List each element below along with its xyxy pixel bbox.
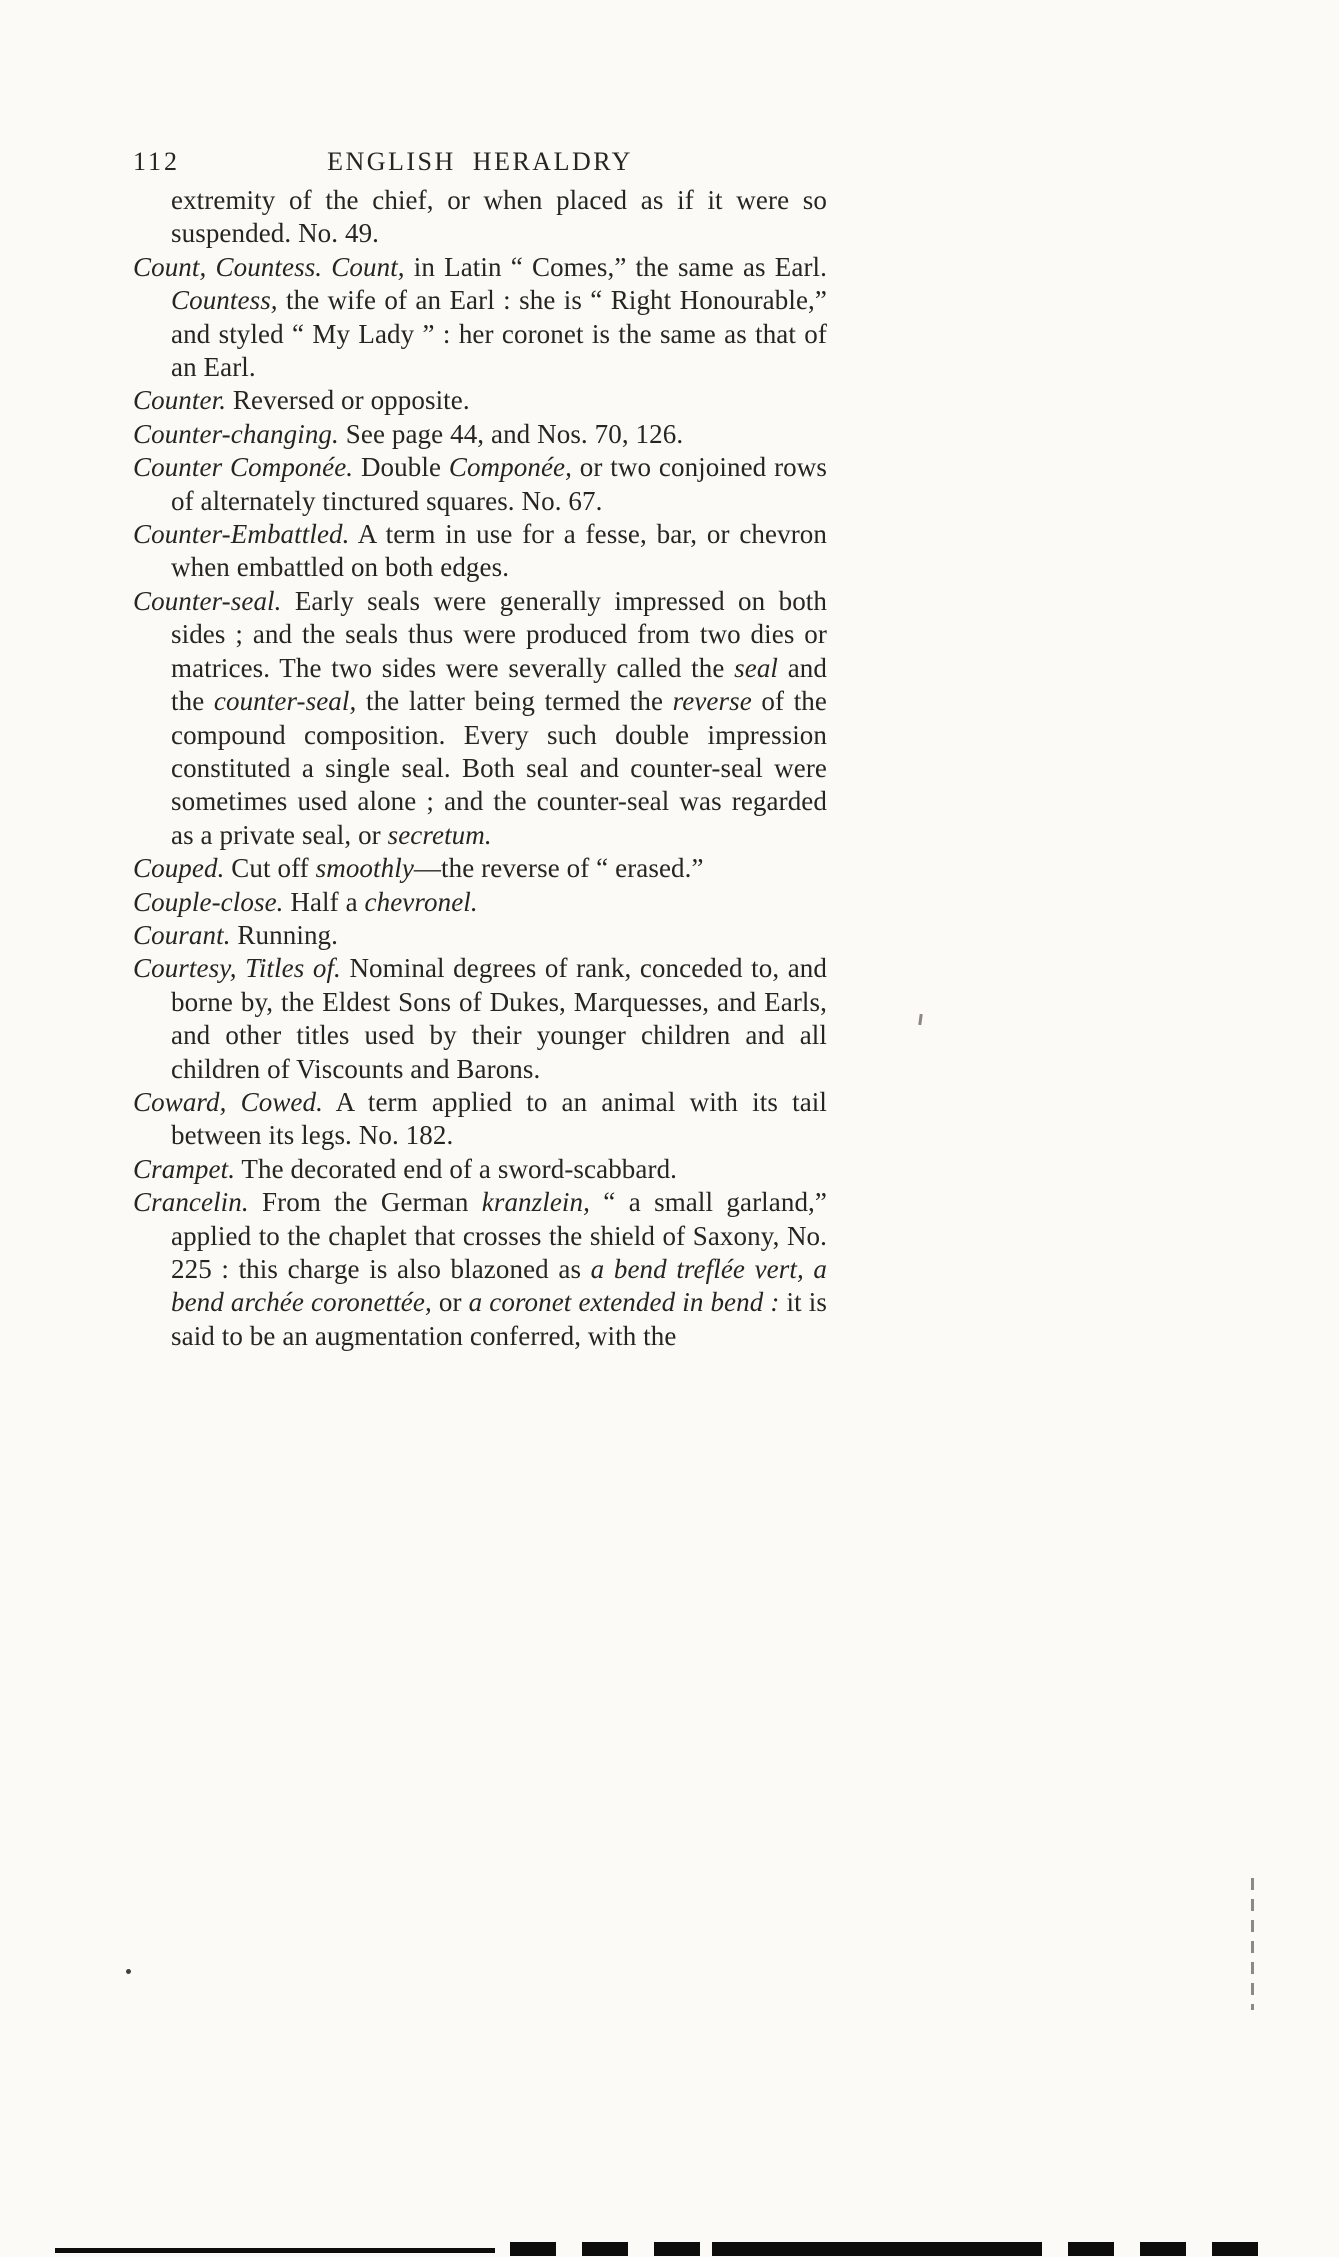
entry-couped bbox=[133, 852, 827, 885]
entry-counter bbox=[133, 384, 827, 417]
entry-counter-embattled bbox=[133, 518, 827, 585]
scan-artifact-segment bbox=[510, 2242, 556, 2256]
italic-text: a coronet extended in bend : bbox=[468, 1287, 780, 1318]
entry-couple-close bbox=[133, 886, 827, 919]
text-block bbox=[133, 184, 827, 1353]
entry-courant bbox=[133, 919, 827, 952]
italic-text: Componée, bbox=[448, 452, 572, 483]
scan-edge-dashes bbox=[1251, 1878, 1254, 2010]
italic-text: Coward, Cowed. bbox=[133, 1086, 323, 1117]
italic-text: counter-seal, bbox=[213, 686, 357, 717]
roman-text: in Latin “ Comes,” the same as Earl. bbox=[404, 251, 827, 282]
italic-text: Counter-changing. bbox=[133, 418, 339, 449]
scan-artifact-segment bbox=[582, 2242, 628, 2256]
italic-text: Counter Componée. bbox=[133, 452, 354, 483]
roman-text: Double bbox=[353, 452, 449, 483]
italic-text: kranzlein, bbox=[481, 1187, 590, 1218]
roman-text: or bbox=[431, 1287, 469, 1318]
italic-text: Countess, bbox=[171, 285, 278, 316]
roman-text: A term applied to an animal with its tail between its legs. No. 182. bbox=[171, 1086, 827, 1151]
italic-text: Counter. bbox=[133, 385, 227, 416]
italic-text: Crancelin. bbox=[133, 1187, 249, 1218]
entry-crampet bbox=[133, 1153, 827, 1186]
entry-courtesy-titles bbox=[133, 952, 827, 1086]
italic-text: reverse bbox=[672, 686, 752, 717]
running-header: ENGLISH HERALDRY bbox=[327, 147, 633, 176]
entry-counter-changing bbox=[133, 418, 827, 451]
roman-text: See page 44, and Nos. 70, 126. bbox=[338, 418, 684, 449]
roman-text: From the German bbox=[248, 1187, 482, 1218]
scan-artifact-segment bbox=[1140, 2242, 1186, 2256]
scan-artifact-thin-bar bbox=[55, 2248, 495, 2253]
roman-text: or two conjoined rows of alternately tinctured squares. No. 67. bbox=[171, 452, 827, 516]
roman-text: the wife of an Earl : she is “ Right Honourable,” and styled “ My Lady ” : her coronet is the same as that of an Earl. bbox=[171, 285, 827, 383]
italic-text: Courant. bbox=[133, 919, 231, 950]
entry-count-countess bbox=[133, 251, 827, 385]
scan-artifact-segment bbox=[654, 2242, 700, 2256]
italic-text: Counter-seal. bbox=[133, 585, 282, 616]
roman-text: it is said to be an augmentation conferred, with the bbox=[171, 1287, 827, 1351]
entry-crancelin bbox=[133, 1186, 827, 1353]
roman-text: Running. bbox=[230, 919, 338, 950]
italic-text: smoothly bbox=[315, 853, 414, 884]
scan-stray-mark bbox=[918, 1014, 923, 1025]
roman-text: The decorated end of a sword-scabbard. bbox=[235, 1153, 678, 1184]
roman-text: Half a bbox=[283, 886, 365, 917]
roman-text: Reversed or opposite. bbox=[226, 385, 470, 416]
scan-artifact-segment bbox=[1212, 2242, 1258, 2256]
entry-counter-seal bbox=[133, 585, 827, 852]
italic-text: Count, bbox=[331, 251, 405, 282]
scan-artifact-segment bbox=[1068, 2242, 1114, 2256]
roman-text: —the reverse of “ erased.” bbox=[413, 853, 704, 884]
entry-coward-cowed bbox=[133, 1086, 827, 1153]
roman-text: A term in use for a fesse, bar, or chevron when embattled on both edges. bbox=[171, 519, 827, 583]
italic-text: secretum. bbox=[387, 819, 492, 850]
roman-text: the latter being termed the bbox=[356, 686, 673, 717]
entry-counter-componee bbox=[133, 451, 827, 518]
italic-text: Crampet. bbox=[133, 1153, 236, 1184]
page-number: 112 bbox=[133, 147, 181, 176]
italic-text: Count, Countess. bbox=[133, 251, 323, 282]
scan-artifact-long-bar bbox=[712, 2242, 1042, 2256]
roman-text: “ a small garland,” applied to the chaplet that crosses the shield of Saxony, No. 225 : this charge is also blazoned as bbox=[171, 1187, 827, 1284]
italic-text: Courtesy, Titles of. bbox=[133, 953, 341, 984]
italic-text: chevronel. bbox=[364, 886, 478, 917]
roman-text: Early seals were generally impressed on both sides ; and the seals thus were produced from two dies or matrices. The two sides were severally called the bbox=[171, 585, 827, 683]
roman-text: Cut off bbox=[224, 853, 316, 884]
italic-text: a bend treflée vert, a bend archée coronettée, bbox=[171, 1254, 827, 1318]
roman-text: Nominal degrees of rank, conceded to, and borne by, the Eldest Sons of Dukes, Marquesses, and Earls, and other titles used by their younger children and all children of Viscounts and Barons. bbox=[171, 953, 827, 1084]
italic-text: Couple-close. bbox=[133, 886, 284, 917]
scan-stray-dot bbox=[126, 1969, 131, 1974]
italic-text: Couped. bbox=[133, 853, 225, 884]
italic-text: Counter-Embattled. bbox=[133, 519, 350, 550]
roman-text: of the compound composition. Every such double impression constituted a single seal. Both seal and counter-seal were sometimes used alone ; and the counter-seal was regarded as a private seal, or bbox=[171, 686, 827, 850]
roman-text: extremity of the chief, or when placed as if it were so suspended. No. 49. bbox=[171, 185, 827, 249]
italic-text: seal bbox=[734, 652, 779, 683]
roman-text bbox=[322, 252, 331, 282]
continuation-extremity bbox=[133, 184, 827, 251]
roman-text: and the bbox=[171, 652, 828, 717]
